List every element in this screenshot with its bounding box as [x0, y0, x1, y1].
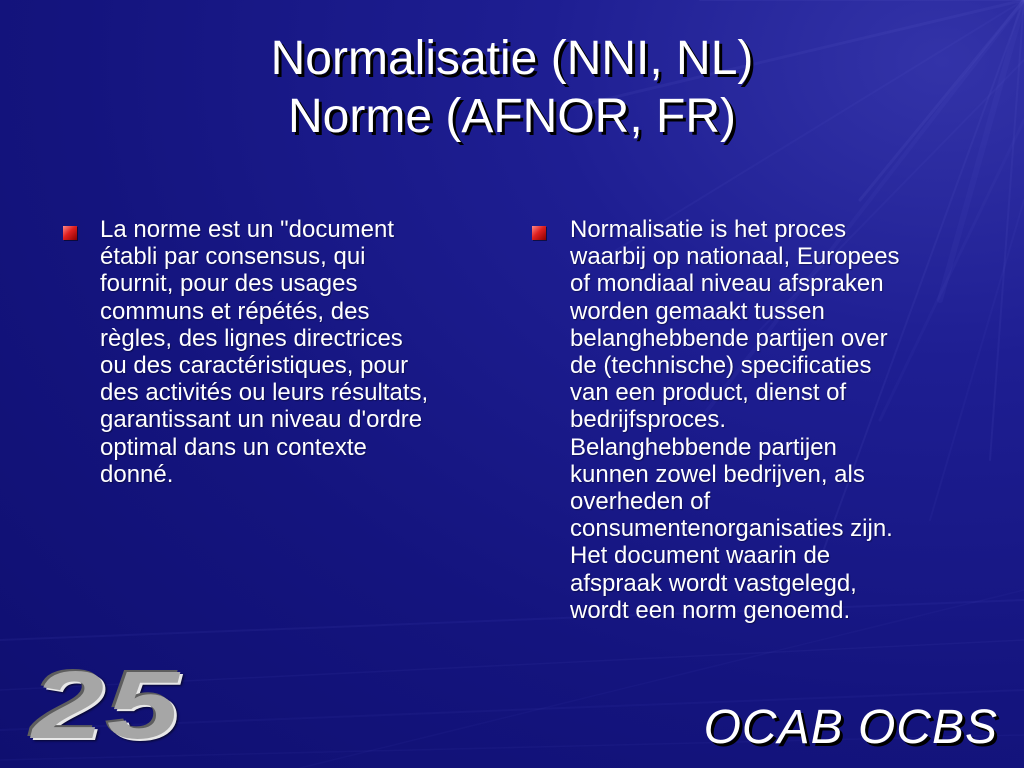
right-bullet-line: Belanghebbende partijen — [570, 433, 837, 461]
right-bullet-line: Het document waarin de — [570, 542, 831, 570]
right-bullet-block — [570, 216, 970, 624]
right-bullet-line: consumentenorganisaties zijn. — [570, 515, 893, 543]
left-bullet-block — [100, 216, 500, 488]
right-bullet-line: Normalisatie is het proces — [570, 216, 847, 243]
left-bullet-line: optimal dans un contexte — [100, 433, 367, 461]
slide-number: 25 — [32, 652, 182, 759]
right-bullet-line: of mondiaal niveau afspraken — [570, 270, 884, 298]
right-bullet-line: worden gemaakt tussen — [570, 297, 825, 325]
left-bullet-line: garantissant un niveau d'ordre — [100, 406, 423, 434]
slide-title-line-2: Norme (AFNOR, FR) — [288, 90, 736, 143]
left-bullet-line: établi par consensus, qui — [100, 243, 366, 271]
square-bullet-icon — [532, 226, 546, 240]
right-bullet-line: afspraak wordt vastgelegd, — [570, 569, 857, 597]
right-bullet-line: wordt een norm genoemd. — [570, 596, 851, 624]
slide-title — [0, 30, 1024, 146]
left-bullet-line: règles, des lignes directrices — [100, 324, 403, 352]
slide-title-line-1: Normalisatie (NNI, NL) — [270, 32, 754, 85]
right-bullet-line: belanghebbende partijen over — [570, 324, 888, 352]
left-bullet-line: ou des caractéristiques, pour — [100, 352, 409, 380]
right-bullet-line: waarbij op nationaal, Europees — [570, 243, 900, 271]
left-bullet-line: des activités ou leurs résultats, — [100, 379, 429, 407]
right-bullet-line: overheden of — [570, 488, 711, 516]
left-bullet-line: La norme est un "document — [100, 216, 395, 243]
left-bullet-line: donné. — [100, 460, 174, 488]
footer-brand: OCAB OCBS — [703, 701, 998, 754]
square-bullet-icon — [63, 226, 77, 240]
right-bullet-line: van een product, dienst of — [570, 379, 847, 407]
left-bullet-line: fournit, pour des usages — [100, 270, 358, 298]
right-bullet-line: de (technische) specificaties — [570, 352, 872, 380]
right-bullet-line: bedrijfsproces. — [570, 406, 727, 434]
left-bullet-line: communs et répétés, des — [100, 297, 370, 325]
right-bullet-line: kunnen zowel bedrijven, als — [570, 460, 865, 488]
